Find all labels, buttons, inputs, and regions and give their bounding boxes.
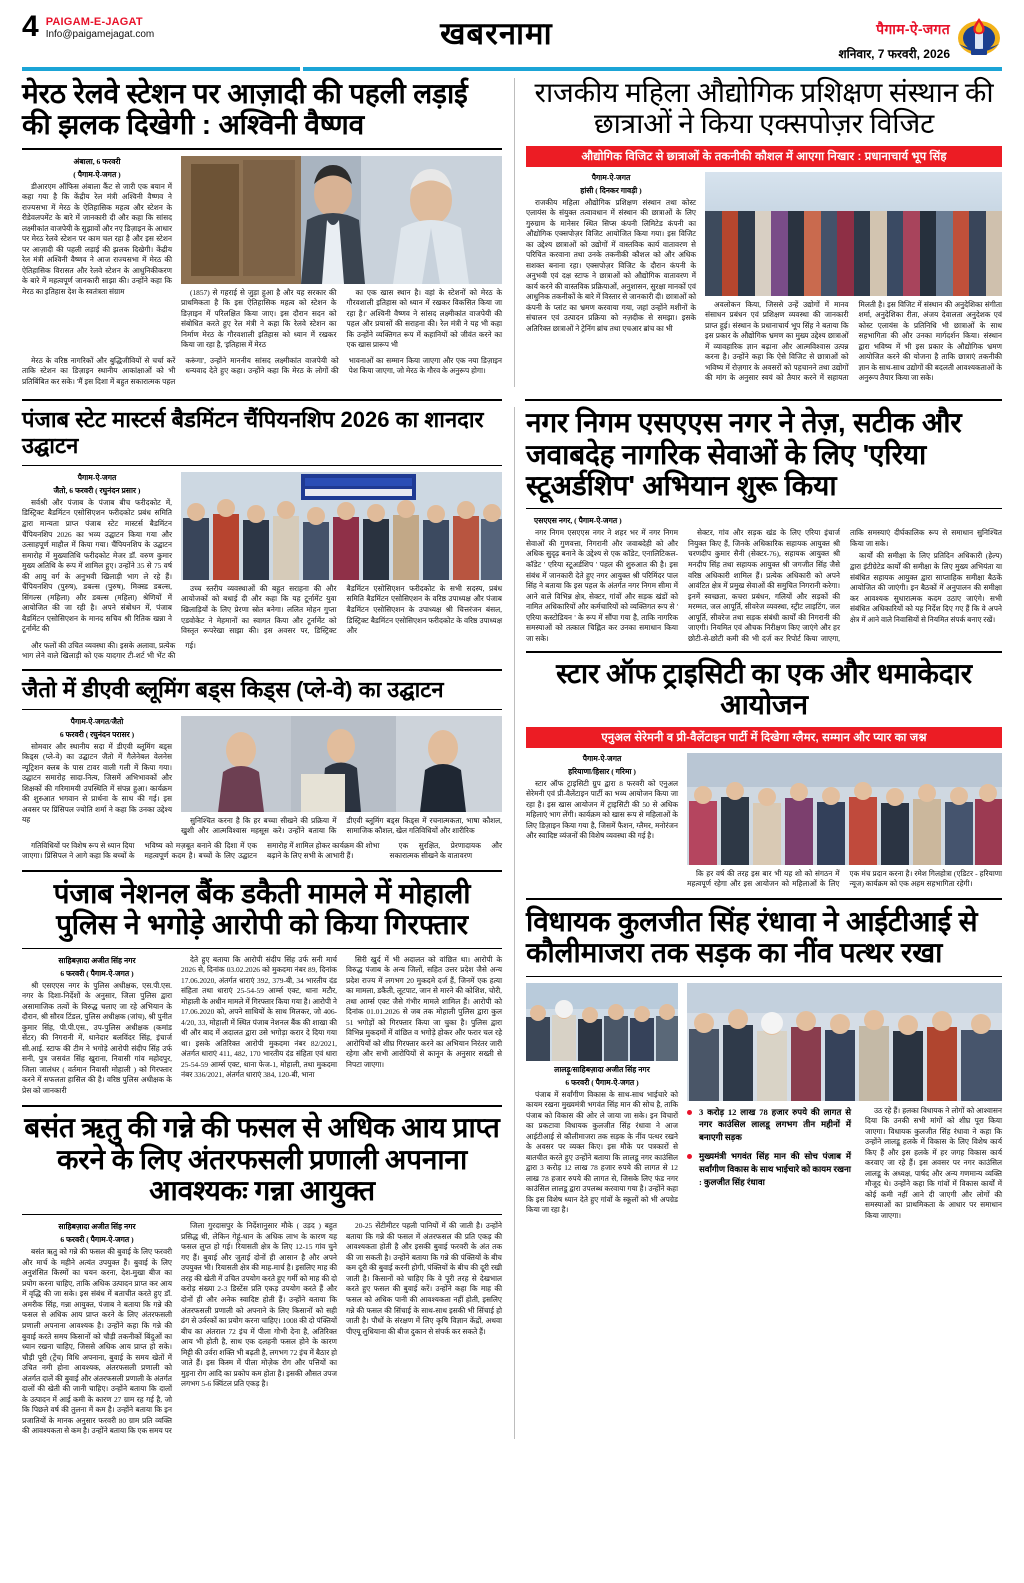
brand-name-en: PAIGAM-E-JAGAT <box>45 16 143 28</box>
byline-place: साहिबज़ादा अजीत सिंह नगर <box>58 955 136 965</box>
article-body-col1: श्री एसएएस नगर के पुलिस अधीक्षक, एस.पी.एस. नगर के दिशा-निर्देशों के अनुसार, जिला पुलिस द्वारा असामाजिक तत्वों के विरुद्ध चलाए जा रहे अभियान के दौरान, श्री सौरव टिंडल, पुलिस अधीक्षक (जांच), श्री पुनीत कुमार सिंह, पी.पी.एस., उप-पुलिस अधीक्षक (कमांड सेंटर) की निगरानी में, थानेदार बलविंदर सिंह, इंचार्ज सी.आई. स्टाफ की टीम ने भगोड़े आरोपी संदीप सिंह उर्फ सनी, पुत्र जसवंत सिंह खुराना, निवासी गांव महोदपुर, जिला जालंधर ( वर्तमान निवासी मोहाली ) को गिरफ्तार करने में सफलता हासिल की है। वरिष्ठ पुलिस अधीक्षक के प्रेस को जानकारी <box>22 980 172 1095</box>
photo-badminton-group <box>181 472 502 580</box>
article-body-col2: उठ रहे हैं। हलका विधायक ने लोगों को आश्वासन दिया कि उनकी सभी मांगों को शीघ्र पूरा किया जाएगा। विधायक कुलजीत सिंह रंधावा ने कहा कि उन्होंने लालडू हलके में विकास के लिए विशेष कार्य किए हैं और इस हलके में हर जगह विकास कार्य करवाए जा रहे हैं। इस अवसर पर नगर काउंसिल लालडू के अध्यक्ष, पार्षद और अन्य गणमान्य व्यक्ति मौजूद थे। उन्होंने कहा कि गांवों में विकास कार्यों में कोई कमी नहीं आने दी जाएगी और लोगों की समस्याओं का प्राथमिकता के आधार पर समाधान किया जाएगा। <box>865 1105 1002 1220</box>
top-row <box>22 78 1002 387</box>
headline-dav: जैतो में डीएवी ब्लूमिंग बड्स किड्स (प्ले-वे) का उद्घाटन <box>22 676 444 702</box>
masthead-left <box>22 10 155 43</box>
article-mla <box>526 906 1002 1223</box>
byline-place: हांसी ( दिनकर गावड़ी ) <box>580 185 642 195</box>
byline-paper: 6 फरवरी ( पैगाम-ऐ-जगत ) <box>60 1235 134 1245</box>
headline-sugarcane: बसंत ऋतु की गन्ने की फसल से अधिक आय प्राप्त करने के लिए अंतरफसली प्रणाली अपनाना आवश्यकः गन्ना आयुक्त <box>24 1113 500 1208</box>
masthead-divider <box>22 67 1002 71</box>
masthead-center <box>154 14 838 49</box>
right-column <box>514 407 1002 1438</box>
brand-email: Info@paigamejagat.com <box>45 29 155 40</box>
headline-rule <box>22 709 502 710</box>
article-body-col1: डीआरएम ऑफिस अंबाला कैंट से जारी एक बयान में कहा गया है कि केंद्रीय रेल मंत्री अश्विनी वैष्णव ने राज्यसभा में मेरठ के ऐतिहासिक महत्व और स्टेशन के रीडेवलपमेंट के बारे में जानकारी दी और कहा कि सांसद लक्ष्मीकांत वाजपेयी के सुझावों और नए डिज़ाइन के आधार पर मेरठ रेलवे स्टेशन पर काम चल रहा है और इस स्टेशन पर आज़ादी की पहली लड़ाई की झलक दिखेगी। केंद्रीय रेल मंत्री अश्विनी वैष्णव ने आज राज्यसभा में मेरठ की ऐतिहासिक विरासत और रेलवे स्टेशन के आधुनिकीकरण के बारे में महत्वपूर्ण जानकारी साझा की। उन्होंने कहा कि मेरठ का इतिहास देश के स्वतंत्रता संग्राम <box>22 181 172 296</box>
article-body-col1: पंजाब में सर्वांगीण विकास के साथ-साथ भाईचारे को कायम रखना मुख्यमंत्री भगवंत सिंह मान की सोच है, ताकि पंजाब को विकास की ओर ले जाया जा सके। इन विचारों का प्रकटावा विधायक कुलजीत सिंह रंधावा ने आज आईटीआई से कौलीमाजरा तक सड़क के नींव पत्थर रखने के अवसर पर व्यक्त किए। इस मौके पर पत्रकारों से बातचीत करते हुए उन्होंने बताया कि लालडू नगर काउंसिल द्वारा 3 करोड़ 12 लाख 78 हजार रुपये की लागत से 12 लाख 78 हजार रुपये की लागत से, जिसके लिए फंड नगर काउंसिल लालडू द्वारा उपलब्ध करवाया गया है। उन्होंने कहा कि इस विशेष ध्यान देते हुए गांवों के स्कूलों को भी अपग्रेड किया जा रहा है। <box>526 1089 678 1215</box>
photo-star-group <box>687 753 1002 865</box>
byline-paper: 6 फरवरी ( पैगाम-ऐ-जगत ) <box>60 968 134 978</box>
article-nigam <box>526 407 1002 644</box>
headline-rule <box>22 465 502 466</box>
byline-paper: पैगाम-ऐ-जगत <box>591 172 631 182</box>
headline-meerut: मेरठ रेलवे स्टेशन पर आज़ादी की पहली लड़ाई की झलक दिखेगी : अश्विनी वैष्णव <box>22 78 468 141</box>
photo-iti-group <box>705 172 1002 296</box>
article-body-col1: बसंत ऋतु को गन्ने की फसल की बुवाई के लिए फरवरी और मार्च के महीने अत्यंत उपयुक्त हैं। बुवाई के लिए अनुशंसित किस्मों का चयन करना, देश-मुखा बीज का प्रयोग करना चाहिए, ताकि अधिक उत्पादन प्राप्त कर आय में वृद्धि की जा सके। इस संबंध में बताचीत करते हुए डॉ. अमरीक सिंह, गन्ना आयुक्त, पंजाब ने बताया कि गन्ने की फसल से अधिक आय प्राप्त करने के लिए अंतरफसली प्रणाली अपनाना आवश्यक है। उन्होंने कहा कि गन्ने की बुवाई करते समय किसानों को चौड़ी तकनीकों बिंदुओं का ध्यान रखना चाहिए, जिससे अधिक आय प्राप्त हो सके। चौड़ी पूरी (ट्रेंच) विधि अपनाना, बुवाई के समय खेतों में उचित नमी होना आवश्यक, अंतरफसली प्रणाली को अंतर्गत दालें की बुवाई और अंतरफसली प्रणाली के अंतर्गत दालों की खेती की जानी चाहिए। उन्होंने बताया कि दालों के उत्पादन में आई कमी के कारण 27 ग्राम रह गई है, जो कि पिछले वर्ष की तुलना में कम है। उन्होंने बताया कि इन प्रजातियों के मानक अनुसार फरवरी 80 ग्राम प्रति व्यक्ति की आवश्यकता से कम है। उन्होंने बताया कि एक समय पर <box>22 1247 172 1436</box>
headline-nigam: नगर निगम एसएएस नगर ने तेज़, सटीक और जवाबदेह नागरिक सेवाओं के लिए 'एरिया स्टूअर्डशिप' अभियान शुरू किया <box>526 407 962 502</box>
article-body-col1: सोमवार और स्थानीय सदा में डीएवी ब्लूमिंग बड्स किड्स (प्ले-वे) का उद्घाटन जैतो में गैलेनेबल वेलनेस न्यूट्रिशन क्लब के पास टावर वाली गली में किया गया। उद्घाटन समारोह सादा-नित्य, जिसमें अभिभावकों और शिक्षकों की गरिमामयी उपस्थिति में संपन्न हुआ। कार्यक्रम की शुरुआत भगवान से प्रार्थना के साथ की गई। इस अवसर पर प्रिंसिपल ज्योति शर्मा ने कहा कि उनका उद्देश्य यह <box>22 741 172 825</box>
section-divider <box>22 870 502 872</box>
section-divider <box>22 669 502 671</box>
headline-bank: पंजाब नेशनल बैंक डकैती मामले में मोहाली पुलिस ने भगोड़े आरोपी को किया गिरफ्तार <box>53 877 471 941</box>
section-title: खबरनामा <box>440 16 553 51</box>
headline-rule <box>22 1214 502 1215</box>
article-star <box>526 659 1002 891</box>
article-body-col2: सुनिश्चित करना है कि हर बच्चा सीखने की प्रक्रिया में खुशी और आत्मविश्वास महसूस करे। उन्होंने बताया कि डीएवी ब्लूमिंग बड्स किड्स में रचनात्मकता, भाषा कौशल, सामाजिक कौशल, खेल गतिविधियों और शारीरिक <box>181 815 502 836</box>
headline-mla: विधायक कुलजीत सिंह रंधावा ने आईटीआई से कौलीमाजरा तक सड़क का नींव पत्थर रखा <box>526 905 978 969</box>
article-body-col2: अवलोकन किया, जिससे उन्हें उद्योगों में मानव संसाधन प्रबंधन एवं प्रशिक्षण व्यवस्था की जानकारी प्राप्त हुई। संस्थान के प्रधानाचार्य भूप सिंह ने बताया कि इस प्रकार के औद्योगिक भ्रमण का मुख्य उद्देश्य छात्राओं में व्यावहारिक ज्ञान बढ़ाना और आत्मविश्वास उत्पन्न करना है। उन्होंने कहा कि ऐसे विजिट से छात्राओं को भविष्य में रोज़गार के अवसरों को पहचानने तथा उद्योगों की मांग के अनुसार स्वयं को तैयार करने में सहायता मिलती है। इस विजिट में संस्थान की अनुदेशिका संगीता शर्मा, अनुदेशिका रीता, अंजय देवालता अनुदेशक एवं कोस्ट एलायंस के प्रतिनिधि भी छात्राओं के साथ सहभागिता की और उनका मार्गदर्शन किया। संस्थान द्वारा भविष्य में भी इस प्रकार के औद्योगिक भ्रमण आयोजित करने की योजना है ताकि छात्राएं तकनीकी ज्ञान के साथ-साथ उद्योगों की बदलती आवश्यकताओं के अनुरूप तैयार किया जा सके। <box>705 299 1002 383</box>
masthead-right <box>838 14 1002 64</box>
page-number: 4 <box>22 10 39 43</box>
headline-badminton: पंजाब स्टेट मास्टर्स बैडमिंटन चैंपियनशिप 2026 का शानदार उद्घाटन <box>22 407 484 458</box>
article-bank <box>22 878 502 1098</box>
section-divider <box>22 399 502 401</box>
mla-key-points <box>687 1106 857 1224</box>
headline-rule <box>526 508 1002 509</box>
article-body-col3: सिरी खुर्द में भी अदालत को वांछित था। आरोपी के विरुद्ध पंजाब के अन्य जिलों, सहित उत्तर प्रदेश जैसे अन्य प्रदेश राज्य में लगभग 20 मुकदमे दर्ज हैं, जिनमें एक हत्या का मामला, डकैती, लूटपाट, जान से मारने की कोशिश, चोरी, तथा आर्म्स एक्ट जैसे गंभीर मामले शामिल हैं। आरोपी को दिनांक 01.01.2026 से जब तक मोहाली पुलिस द्वारा कुल 51 भगोड़ों को गिरफ्तार किया जा चुका है। पुलिस द्वारा विभिन्न मुकदमों में वांछित व भगोड़े होकर और फरार चल रहे आरोपियों को शीघ्र गिरफ्तार करने का अभियान निरंतर जारी रहेगा और सभी आरोपियों से कानून के अनुसार सख्ती से निपटा जाएगा। <box>346 954 502 1069</box>
article-body-col2: देते हुए बताया कि आरोपी संदीप सिंह उर्फ सनी मार्च 2026 से, दिनांक 03.02.2026 को मुकदमा नंबर 89, दिनांक 17.06.2020, अंतर्गत धाराएं 392, 379-बी, 34 भारतीय दंड संहिता तथा धाराएं 25-54-59 आर्म्स एक्ट, थाना मटौर, मोहाली के अधीन मामले में गिरफ्तार किया गया है। आरोपी ने 17.06.2020 को, अपने साथियों के साथ मिलकर, जो 406-4/20, 33, मोहाली में स्थित पंजाब नेशनल बैंक की शाखा की थी और बाद में अदालत द्वारा उसे भगोड़ा करार दे दिया गया था। इसके अतिरिक्त आरोपी मुकदमा नंबर 82/2021, अंतर्गत धाराएं 411, 482, 170 भारतीय दंड संहिता एवं धारा 25-54-59 आर्म्स एक्ट, थाना फेज-1, मोहाली, तथा मुकदमा नंबर 336/2021, अंतर्गत धाराएं 384, 120-बी, भाना <box>181 954 337 1080</box>
photo-mla-event <box>526 983 678 1061</box>
publication-date: शनिवार, 7 फरवरी, 2026 <box>838 47 950 61</box>
masthead-right-text <box>838 14 950 62</box>
byline-place: साहिबज़ादा अजीत सिंह नगर <box>58 1222 136 1232</box>
article-body-col1: सर्वश्री और पंजाब के पंजाब बीच फरीदकोट में, डिस्ट्रिक्ट बैडमिंटन एसोसिएशन फरीदकोट प्रबंध समिति द्वारा मान्यता प्राप्त पंजाब स्टेट मास्टर्स बैडमिंटन चैंपियनशिप 2026 का भव्य उद्घाटन किया गया और उत्साहपूर्ण माहौल में किया गया। चैंपियनशिप के उद्घाटन समारोह में मुख्यातिथि फरीदकोट मेजर डॉ. वरुण कुमार मुख्य अतिथि के रूप में शामिल हुए। उन्होंने 35 से 75 वर्ष की आयु वर्ग के अनुभवी खिलाड़ी भाग ले रहे हैं। चैंपियनशिप (पुरुष), डबल्स (पुरुष), मिक्स्ड डबल्स, सिंगल्स (महिला) और डबल्स (महिला) श्रेणियों में आयोजित की जा रही है। अपने संबोधन में, पंजाब बैडमिंटन एसोसिएशन के मानद सचिव श्री रितिक खन्ना ने टूर्नामेंट की <box>22 497 172 634</box>
article-body-col3: और फलों की उचित व्यवस्था की। इसके अलावा, प्रत्येक भाग लेने वाले खिलाड़ी को एक यादगार टी-शर्ट भी भेंट की गई। <box>22 640 196 661</box>
headline-iti: राजकीय महिला औद्योगिक प्रशिक्षण संस्थान की छात्राओं ने किया एक्सपोज़र विजिट <box>534 78 994 141</box>
article-badminton <box>22 407 502 1438</box>
byline-place: 6 फरवरी ( रघुनंदन परासर ) <box>59 729 135 739</box>
byline-place: लालड़ू/साहिबज़ादा अजीत सिंह नगर <box>554 1064 650 1074</box>
byline-place: एसएएस नगर, ( पैगाम-ऐ-जगत ) <box>534 516 622 526</box>
article-body-col2: उच्च स्तरीय व्यवस्थाओं की बहुत सराहना की और आयोजकों को बधाई दी और कहा कि यह टूर्नामेंट युवा खिलाड़ियों के लिए प्रेरणा स्रोत बनेगा। ललित मोहन गुप्ता एडवोकेट ने मेहमानों का स्वागत किया और टूर्नामेंट को विस्तृत रूपरेखा साझा की। इस अवसर पर, डिस्ट्रिक्ट बैडमिंटन एसोसिएशन फरीदकोट के सभी सदस्य, प्रबंध समिति बैडमिंटन एसोसिएशन के वरिष्ठ उपाध्यक्ष और पंजाब बैडमिंटन एसोसिएशन के उपाध्यक्ष श्री चित्तरंजन बंसल, डिस्ट्रिक्ट बैडमिंटन एसोसिएशन फरीदकोट के वरिष्ठ उपाध्यक्ष और <box>181 583 502 636</box>
list-item: मुख्यमंत्री भगवंत सिंह मान की सोच पंजाब में सर्वांगीण विकास के साथ भाईचारे को कायम रखना : कुलजीत सिंह रंधावा <box>687 1150 851 1189</box>
subhead-bar-star: एनुअल सेरेमनी व प्री-वैलेंटाइन पार्टी में दिखेगा ग्लैमर, सम्मान और प्यार का जश्न <box>526 727 1002 748</box>
section-divider <box>22 1105 502 1107</box>
article-body-col2: कि हर वर्ष की तरह इस बार भी यह शो को संगठन में महत्वपूर्ण रहेगा और इस आयोजन को महिलाओं के लिए एक मंच प्रदान करना है। रमेश गिलहोत्रा (एडिटर - हरियाणा न्यूज) कार्यक्रम को एक अहम सहभागिता रहेगी। <box>687 868 1002 889</box>
byline-place: हरियाणा/हिसार ( गरिमा ) <box>568 766 636 776</box>
byline-place: जैतो, 6 फरवरी ( रघुनंदन प्रसार ) <box>53 485 141 495</box>
photo-mla-foundation-stone <box>687 983 1002 1101</box>
section-divider <box>526 651 1002 653</box>
article-dav <box>22 677 502 863</box>
photo-dav-inauguration <box>181 716 502 812</box>
article-body-cols-23: (1857) से गहराई से जुड़ा हुआ है और यह सरकार की प्राथमिकता है कि इस ऐतिहासिक महत्व को स्टेशन के डिज़ाइन में परिलक्षित किया जाए। इस दौरान सदन को संबोधित करते हुए रेल मंत्री ने कहा कि रेलवे स्टेशन का निर्माण मेरठ के गौरवशाली इतिहास को ध्यान में रखकर किया जा रहा है, 'इतिहास में मेरठ का एक खास स्थान है। वहां के स्टेशनों को मेरठ के गौरवशाली इतिहास को ध्यान में रखकर विकसित किया जा रहा है।' अश्विनी वैष्णव ने सांसद लक्ष्मीकांत वाजपेयी की पहल और प्रयासों की सराहना की। रेल मंत्री ने यह भी कहा कि उन्होंने व्यक्तिगत रूप में कहानियों को जीवंत करने का एक खास प्रारूप भी <box>181 287 502 350</box>
byline-paper: पैगाम-ऐ-जगत/जैतो <box>70 716 124 726</box>
section-divider <box>526 898 1002 900</box>
article-body-col1: स्टार ऑफ ट्राइसिटी ग्रुप द्वारा 8 फरवरी को एनुअल सेरेमनी एवं प्री-वैलेंटाइन पार्टी का भव्य आयोजन किया जा रहा है। इस खास आयोजन में ट्राइसिटी की 50 से अधिक महिलाएं भाग लेंगी। कार्यक्रम को खास रूप से महिलाओं के लिए डिज़ाइन किया गया है, जिसमें फैशन, ग्लैमर, मनोरंजन और स्वादिष्ट व्यंजनों की विशेष व्यवस्था की गई है। <box>526 778 678 841</box>
article-body-col3: 20-25 सेंटीमीटर पहली पानियों में की जाती है। उन्होंने बताया कि गन्ने की फसल में अंतरफसल की प्रति एकड़ की आवश्यकता होती है और इसकी बुवाई फरवरी के अंत तक की जा सकती है। उन्होंने बताया कि गन्ने की पंक्तियों के बीच कम दूरी की बुवाई करनी होगी, पंक्तियों के बीच की दूरी रखी जाती है। किसानों को चाहिए कि वे पूरी तरह से देखभाल करते हुए फसल की बुवाई करें। उन्होंने कहा कि माह की फसल को अधिक पानी की आवश्यकता नहीं होती, इसलिए गन्ने की फसल की सिंचाई के साथ-साथ इसकी भी सिंचाई हो जाती है। पौधों के संरक्षण में लिए कृषि विज्ञान केंद्रों, अथवा पीएयू लुधियाना की बीज दुकान से संपर्क कर सकते हैं। <box>346 1221 502 1336</box>
brand-name-hi: पैगाम-ऐ-जगत <box>876 21 950 37</box>
list-item: 3 करोड़ 12 लाख 78 हजार रुपये की लागत से नगर काउंसिल लालडू लगभग तीन महीनों में बनाएगी सड़क <box>687 1106 851 1145</box>
torch-emblem-icon <box>956 14 1002 64</box>
article-body-overflow: मेरठ के वरिष्ठ नागरिकों और बुद्धिजीवियों से चर्चा करें ताकि स्टेशन का डिज़ाइन स्थानीय आकांक्षाओं को भी प्रतिबिंबित कर सके। 'मैं इस दिशा में बहुत सकारात्मक पहल करूंगा', उन्होंने माननीय सांसद लक्ष्मीकांत वाजपेयी को धन्यवाद देते हुए कहा। उन्होंने कहा कि मेरठ के लोगों की भावनाओं का सम्मान किया जाएगा और एक नया डिज़ाइन पेश किया जाएगा, जो मेरठ के गौरव के अनुरूप होगा। <box>22 355 502 386</box>
masthead <box>22 0 1002 62</box>
article-iti <box>514 78 1002 387</box>
article-body-col3: गतिविधियों पर विशेष रूप से ध्यान दिया जाएगा। प्रिंसिपल ने आगे कहा कि बच्चों के भविष्य को मज़बूत बनाने की दिशा में एक महत्वपूर्ण कदम है। बच्चों के लिए उद्घाटन समारोह में शामिल होकर कार्यक्रम की शोभा बढ़ाने के लिए सभी के आभारी हैं। एक सुरक्षित, प्रेरणादायक और सकारात्मक सीखने के वातावरण <box>22 840 502 861</box>
byline-paper: पैगाम-ऐ-जगत <box>77 472 117 482</box>
subhead-bar-iti: औद्योगिक विजिट से छात्राओं के तकनीकी कौशल में आएगा निखार : प्रधानाचार्य भूप सिंह <box>526 146 1002 167</box>
section-divider <box>525 399 1002 401</box>
article-body-col1: राजकीय महिला औद्योगिक प्रशिक्षण संस्थान तथा कोस्ट एलायंस के संयुक्त तत्वावधान में संस्थान की छात्राओं के लिए गुरुग्राम के मानेसर स्थित सिप्स कंपनी लिमिटेड कंपनी का औद्योगिक एक्सपोज़र विजिट आयोजित किया गया। इस विजिट का उद्देश्य छात्राओं को उद्योगों में वास्तविक कार्य वातावरण से परिचित करवाना तथा उनके तकनीकी कौशल को और अधिक सशक्त बनाना रहा। एक्सपोज़र विजिट के दौरान कंपनी के अनुभवी एवं दक्ष स्टाफ ने छात्राओं को औद्योगिक वातावरण में कार्य करने की वास्तविक प्रक्रियाओं, अनुशासन, सुरक्षा मानकों एवं आधुनिक तकनीकों के बारे में विस्तार से जानकारी दी। छात्राओं को कंपनी के प्लांट का भ्रमण करवाया गया, जहां उन्होंने मशीनों के संचालन एवं उत्पादन प्रक्रिया को नज़दीक से समझा। इसके अतिरिक्त छात्राओं ने ट्रेनिंग ब्रांच तथा एचआर ब्रांच का भी <box>526 197 696 333</box>
headline-rule <box>22 148 502 150</box>
article-sugarcane <box>22 1113 502 1438</box>
byline-paper: पैगाम-ऐ-जगत <box>582 753 622 763</box>
byline-paper: ( पैगाम-ऐ-जगत ) <box>73 169 121 179</box>
article-body-col2: जिला गुरदासपुर के निर्देशानुसार मौके ( उड़द ) बहुत प्रसिद्ध थी, लेकिन गेहूं-धान के अधिक लाभ के कारण यह फसल लुप्त हो गई। रियासती क्षेत्र के लिए 12-15 गांव चुने गए हैं। बुवाई और जुताई दोनों ही आसान है और अपने उपयुक्त भी। रियासती क्षेत्र की माह-मार्च है। इसलिए माह की तरह की खेती में उचित उपयोग करते हुए गर्मी को माह की दो करोड़ संख्या 2-3 डिस्टेंस प्रति एकड़ उपयोग करते हैं और दोनों ही और अनेक स्वादिष्ट होती हैं। उन्होंने बताया कि अंतरफसली प्रणाली को अपनाने के लिए किसानों को सही ढंग से उर्वरकों का प्रयोग करना चाहिए। 1008 की दो पंक्तियों बीच का अंतराल 72 इंच में पीला गोभी देना है, अतिरिक्त आय भी होती है, साथ एक दलहनी फसल होने के कारण मिट्टी की उर्वरा शक्ति भी बढ़ती है, लगभग 72 इंच में बैठार हो जाते हैं। इस किस्म में पीला मोज़ेक रोग और पत्तियों का मुड़ना रोग आदि का प्रकोप कम होता है। इसकी औसत उपज लगभग 5-6 क्विंटल प्रति एकड़ है। <box>181 1221 337 1389</box>
masthead-brand-block <box>46 14 155 40</box>
headline-rule <box>22 948 502 949</box>
headline-star: स्टार ऑफ ट्राइसिटी का एक और धमाकेदार आयोजन <box>556 659 972 722</box>
byline-place: अंबाला, 6 फरवरी <box>73 156 121 166</box>
byline-paper: 6 फरवरी ( पैगाम-ऐ-जगत ) <box>565 1077 639 1087</box>
article-meerut <box>22 78 502 387</box>
headline-rule <box>526 976 1002 977</box>
photo-meerut <box>181 156 502 284</box>
article-body-nigam: नगर निगम एसएएस नगर ने शहर भर में नगर निगम सेवाओं की गुणवत्ता, निगरानी और जवाबदेही को और अधिक सुदृढ़ बनाने के उद्देश्य से एक कॉडेट, एनालिटिकल-कॉडेट ' एरिया स्टूअर्डशिप ' पहल की शुरुआत की है। इस संबंध में जानकारी देते हुए नगर आयुक्त श्री परिमिंदर पाल सिंह ने बताया कि इस पहल के अंतर्गत नगर निगम सीमा में आने वाले विभिन्न क्षेत्र, सेक्टर, गांवों और सड़क खंडों को नामित अधिकारियों और कर्मचारियों को व्यक्तिगत रूप से ' एरिया कस्टोडियन ' के रूप में सौंपा गया है, ताकि नागरिक समस्याओं को तत्काल चिह्नित कर उनका समाधान किया जा सके। सेक्टर, गांव और सड़क खंड के लिए एरिया इंचार्ज नियुक्त किए हैं, जिनके अधिकारिक सहायक आयुक्त श्री चरणदीप कुमार सैनी (सेक्टर-76), सहायक आयुक्त श्री मनदीप सिंह तथा सहायक आयुक्त श्री जगजीत सिंह जैसे वरिष्ठ अधिकारी शामिल हैं। प्रत्येक अधिकारी को अपने आवंटित क्षेत्र में प्रमुख सेवाओं की समुचित निगरानी करेगा। इनमें स्वच्छता, कचरा प्रबंधन, गलियों और सड़कों की मरम्मत, जल आपूर्ति, सीवरेज व्यवस्था, स्ट्रीट लाइटिंग, जल आपूर्ति, सीवरेज तथा सड़क संबंधी कार्यों की निगरानी की जाएगी। नियमित एवं औचक निरीक्षण किए जाएंगे और हर छोटी-से-छोटी कमी की भी दर्ज कर रिपोर्ट किया जाएगा, ताकि समस्याएं दीर्घकालिक रूप से समाधान सुनिश्चित किया जा सके। कार्यों की समीक्षा के लिए प्रतिदिन अधिकारी (हेल्प) द्वारा इंटीग्रेटेड कार्यों की समीक्षा के लिए मुख्य अभियंता या संबंधित सहायक आयुक्त द्वारा साप्ताहिक समीक्षा बैठकें आयोजित की जाएंगी। इन बैठकों में अनुपालन की समीक्षा कर आवश्यक सुधारात्मक कदम उठाए जाएंगे। सभी संबंधित अधिकारियों को यह निर्देश दिए गए हैं कि वे अपने क्षेत्र में आने वाले निवासियों से नियमित संपर्क बनाए रखें। <box>526 528 1002 643</box>
